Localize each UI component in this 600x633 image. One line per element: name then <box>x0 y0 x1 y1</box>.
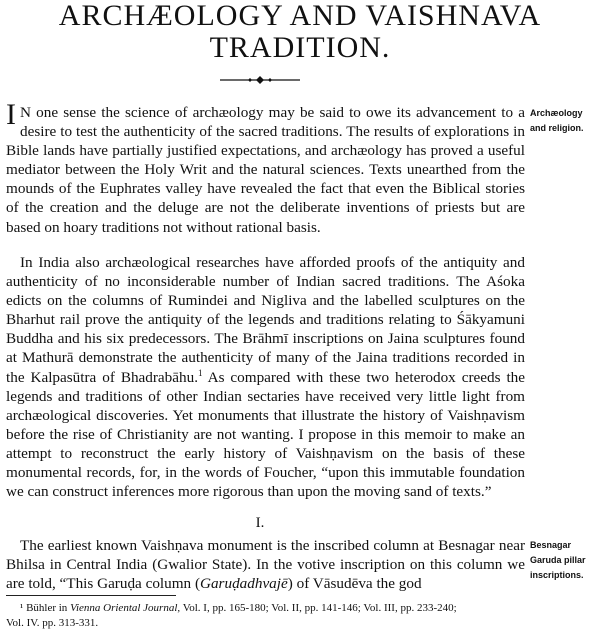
footnote-line-1 <box>6 601 526 616</box>
footnote-prefix: Bühler in <box>23 602 71 614</box>
paragraph-2-text-a: In India also archæological researches have afforded proofs of the antiquity and authenticity of no inconsiderable number of Indian sacred traditions. The Aśoka edicts on the columns of Rumindei and Nigliva and the labelled sculptures on the Bharhut rail prove the antiquity of the legends and traditions relating to Śākyamuni Buddha and his six predecessors. The Brāhmī inscriptions on Jaina sculptures found at Mathurā demonstrate the authenticity of many of the Jaina traditions recorded in the Kalpasūtra of Bhadrabāhu. <box>6 254 525 386</box>
paragraph-1-text: N one sense the science of archæology may be said to owe its advancement to a desire to test the authenticity of the sacred traditions. The results of explorations in Bible lands have partially justified expectations, and archæology has proved a useful mediator between the Holy Writ and the natural sciences. Texts unearthed from the mounds of the Euphrates valley have revealed the fact that even the Biblical stories of the creation and the deluge are not the deliberate inventions of priests but are based on hoary traditions not without rational basis. <box>6 104 525 236</box>
paragraph-2-text-b: As compared with these two heterodox creeds the legends and traditions of other Indian sectaries have received very little light from archæological discoveries. Yet monuments that illustrate the history of Vaishṇavism before the rise of Christianity are not wanting. I propose in this memoir to make an attempt to reconstruct the early history of Vaishṇavism on the basis of these monumental records, for, in the words of Foucher, “upon this immutable foundation we can construct inferences more rigorous than upon the moving sand of texts.” <box>6 368 526 501</box>
paragraph-3-italic: Garuḍadhvajē <box>200 575 288 593</box>
paragraph-3-text-b: ) of Vāsudēva the god <box>287 575 422 593</box>
chapter-title-line-2: TRADITION. <box>209 31 391 64</box>
margin-note-besnagar-garuda: Besnagar Garuda pillar inscriptions. <box>530 540 586 580</box>
paragraph-1 <box>6 98 525 237</box>
paragraph-3 <box>6 536 525 593</box>
section-number: I. <box>255 515 265 531</box>
footnote-journal: Vienna Oriental Journal, <box>70 602 181 614</box>
footnote-ref: 1 <box>198 367 203 378</box>
paragraph-3-text-a: The earliest known Vaishṇava monument is the inscribed column at Besnagar near Bhilsa in Central India (Gwalior State). In the votive inscription on this column we are told, “This Garuḍa column ( <box>6 537 525 593</box>
footnote-line-2: Vol. IV. pp. 313-331. <box>6 617 99 629</box>
drop-cap: I <box>6 98 16 131</box>
margin-note-archaeology-religion: Archæology and religion. <box>530 108 584 133</box>
chapter-title-line-1: ARCHÆOLOGY AND VAISHNAVA <box>58 0 542 32</box>
footnote-line-1-rest: Vol. I, pp. 165-180; Vol. II, pp. 141-146; Vol. III, pp. 233-240; <box>180 602 457 614</box>
footnote-marker: ¹ <box>20 602 24 614</box>
paragraph-2 <box>6 253 525 501</box>
footnote <box>6 601 526 631</box>
diamond-rule-ornament-icon <box>220 75 300 85</box>
footnote-divider <box>6 595 176 596</box>
